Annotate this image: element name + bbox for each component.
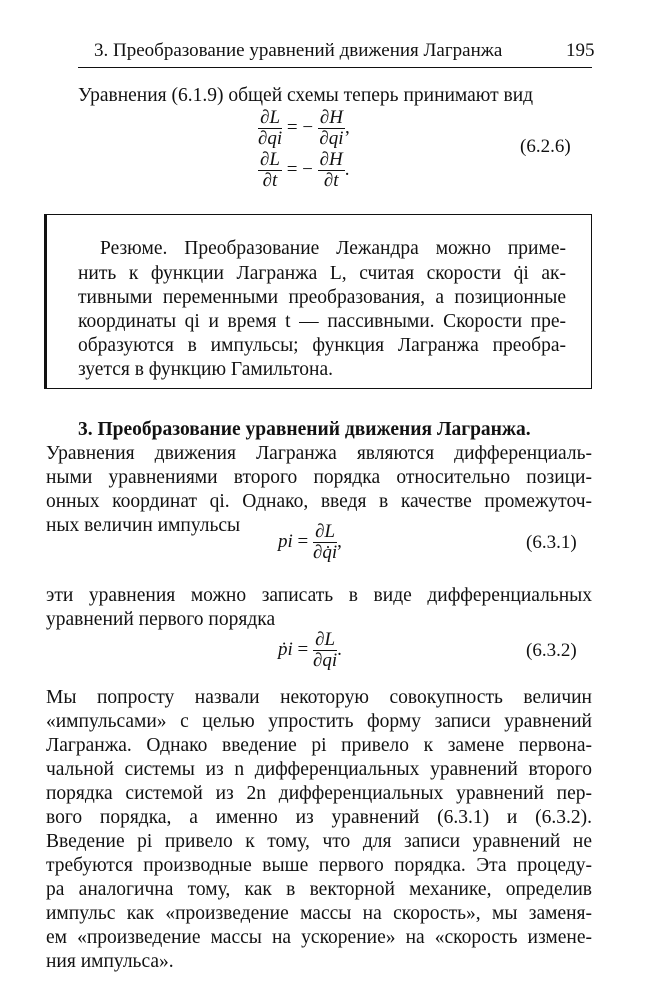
intro-text: Уравнения (6.1.9) общей схемы теперь принимают вид	[78, 85, 534, 106]
body-line: вого порядка, а именно из уравнений (6.3.1) и (6.3.2).	[46, 807, 592, 828]
fraction: $\frac{\partial H}{\partial t}$	[319, 149, 343, 191]
summary-line: координаты qi и время t — пассивными. Скорости пре-	[78, 311, 566, 332]
body-line: требуются производные выше первого порядка. Эта процеду-	[46, 855, 592, 876]
fraction: $\frac{\partial L}{\partial t}$	[260, 149, 280, 191]
fraction: $\frac{\partial L}{\partial q̇i}$	[313, 521, 338, 563]
header-rule	[78, 67, 592, 68]
body-line: ния импульса».	[46, 951, 174, 972]
section-heading: 3. Преобразование уравнений движения Лагранжа.	[78, 419, 531, 440]
running-title: 3. Преобразование уравнений движения Лагранжа	[94, 40, 503, 61]
equation-6-3-2: ṗi = $\frac{\partial L}{\partial qi}$ .	[278, 629, 342, 671]
body-line: Уравнения движения Лагранжа являются дифференциаль-	[46, 443, 592, 464]
summary-line: нить к функции Лагранжа L, считая скорости q̇i ак-	[78, 263, 566, 284]
summary-line: зуется в функцию Гамильтона.	[78, 359, 333, 380]
summary-line: образуются в импульсы; функция Лагранжа преобра-	[78, 335, 566, 356]
equation-number: (6.2.6)	[520, 136, 571, 157]
body-line: импульс как «произведение массы на скорость», мы заменя-	[46, 903, 592, 924]
summary-line: тивными переменными преобразования, а позиционные	[78, 287, 566, 308]
body-line: эти уравнения можно записать в виде дифференциальных	[46, 585, 592, 606]
fraction: $\frac{\partial H}{\partial qi}$	[319, 107, 344, 149]
equation-number: (6.3.1)	[526, 532, 577, 553]
equation-6-2-6-row1: $\frac{\partial L}{\partial qi}$ = − $\frac{\partial H}{\partial qi}$ ,	[258, 107, 350, 149]
body-line: ра аналогична тому, как в векторной механике, определив	[46, 879, 592, 900]
body-line: ными уравнениями второго порядка относительно позици-	[46, 467, 592, 488]
page-number: 195	[566, 40, 595, 61]
equation-6-3-1: pi = $\frac{\partial L}{\partial q̇i}$ ,	[278, 521, 342, 563]
body-line: ем «произведение массы на ускорение» на «скорость измене-	[46, 927, 592, 948]
body-line: онных координат qi. Однако, введя в качестве промежуточ-	[46, 491, 592, 512]
equation-6-2-6-row2: $\frac{\partial L}{\partial t}$ = − $\frac{\partial H}{\partial t}$ .	[260, 149, 350, 191]
body-line: Мы попросту назвали некоторую совокупность величин	[46, 687, 592, 708]
equation-number: (6.3.2)	[526, 640, 577, 661]
summary-line: Резюме. Преобразование Лежандра можно приме-	[100, 238, 566, 259]
body-line: Лагранжа. Однако введение pi привело к замене первона-	[46, 735, 592, 756]
body-line: порядка системой из 2n дифференциальных уравнений пер-	[46, 783, 592, 804]
fraction: $\frac{\partial L}{\partial qi}$	[258, 107, 283, 149]
body-line: уравнений первого порядка	[46, 609, 276, 630]
body-line: чальной системы из n дифференциальных уравнений второго	[46, 759, 592, 780]
body-line: «импульсами» с целью упростить форму записи уравнений	[46, 711, 592, 732]
body-line: Введение pi привело к тому, что для записи уравнений не	[46, 831, 592, 852]
fraction: $\frac{\partial L}{\partial qi}$	[313, 629, 338, 671]
body-line: ных величин импульсы	[46, 515, 241, 536]
